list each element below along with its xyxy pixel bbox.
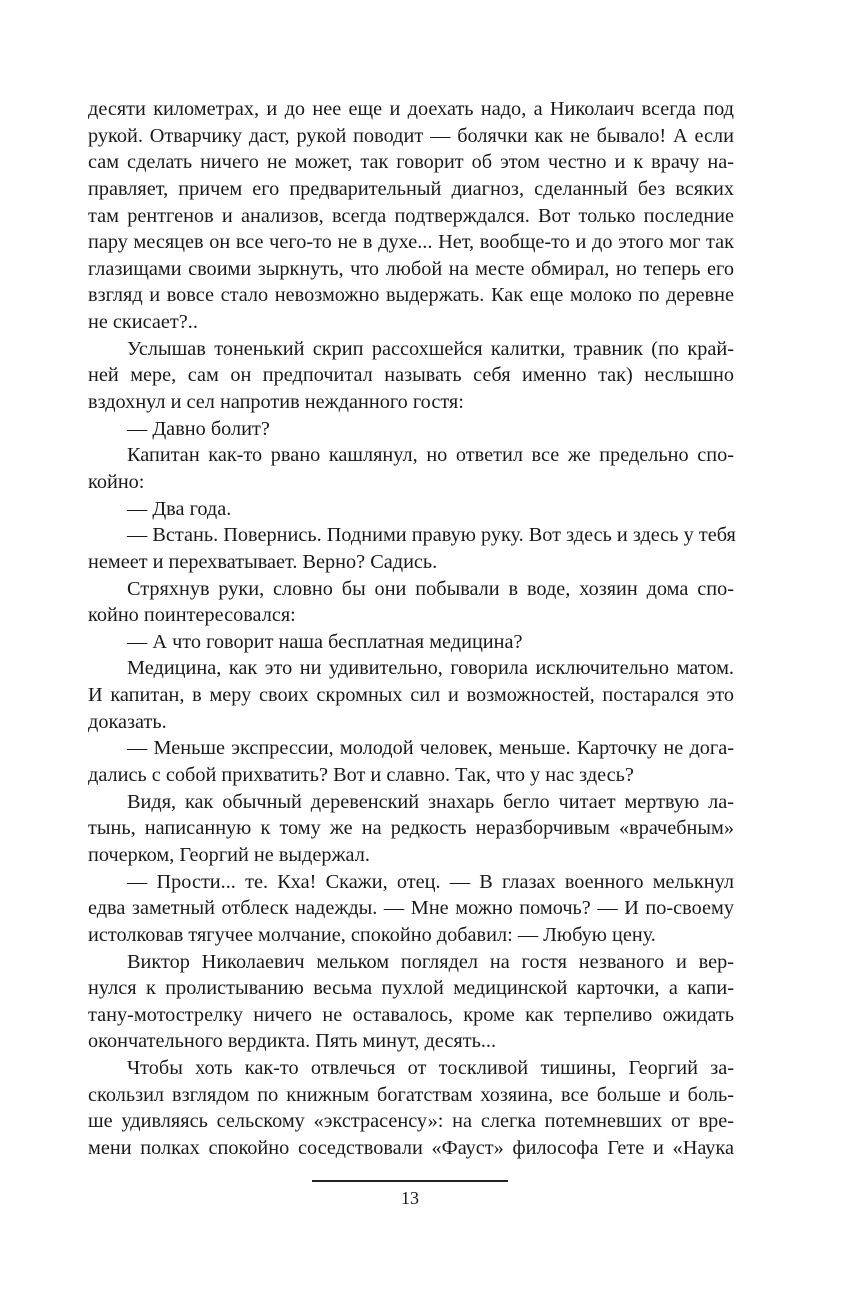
footer-rule [312, 1180, 508, 1182]
text-line: нулся к пролистыванию весьма пухлой медицинской карточки, а капи- [88, 977, 734, 1000]
text-line: сам сделать ничего не может, так говорит об этом честно и к врачу на- [88, 151, 734, 174]
text-line: рукой. Отварчику даст, рукой поводит — болячки как не бывало! А если [88, 124, 734, 147]
text-line: доказать. [88, 710, 167, 733]
text-line: койно: [88, 470, 145, 493]
text-line: тану-мотострелку ничего не оставалось, кроме как терпеливо ожидать [88, 1003, 734, 1026]
text-line: Капитан как-то рвано кашлянул, но ответил все же предельно спо- [127, 444, 734, 467]
text-line: немеет и перехватывает. Верно? Садись. [88, 550, 438, 573]
text-line: Медицина, как это ни удивительно, говорила исключительно матом. [127, 657, 734, 680]
text-line: почерком, Георгий не выдержал. [88, 843, 370, 866]
text-line: — Два года. [127, 497, 232, 520]
text-line: ней мере, сам он предпочитал называть себя именно так) неслышно [88, 364, 734, 387]
text-line: — Давно болит? [127, 417, 270, 440]
text-line: Виктор Николаевич мельком поглядел на гостя незваного и вер- [127, 950, 734, 973]
text-line: дались с собой прихватить? Вот и славно. Так, что у нас здесь? [88, 764, 634, 787]
text-line: едва заметный отблеск надежды. — Мне можно помочь? — И по-своему [88, 897, 734, 920]
text-line: — А что говорит наша бесплатная медицина? [127, 630, 523, 653]
text-line: окончательного вердикта. Пять минут, десять... [88, 1030, 497, 1053]
text-line: — Встань. Повернись. Подними правую руку. Вот здесь и здесь у тебя [127, 524, 736, 547]
text-line: истолковав тягучее молчание, спокойно добавил: — Любую цену. [88, 923, 656, 946]
page-number: 13 [401, 1188, 419, 1208]
text-line: — Меньше экспрессии, молодой человек, меньше. Карточку не дога- [127, 737, 734, 760]
body-text [88, 96, 734, 1162]
text-line: там рентгенов и анализов, всегда подтверждался. Вот только последние [88, 204, 734, 227]
text-line: — Прости... те. Кха! Скажи, отец. — В глазах военного мелькнул [127, 870, 734, 893]
text-line: койно поинтересовался: [88, 604, 296, 627]
text-line: вздохнул и сел напротив нежданного гостя: [88, 391, 464, 414]
text-line: мени полках спокойно соседствовали «Фауст» философа Гете и «Наука [88, 1136, 734, 1159]
text-line: ше удивляясь сельскому «экстрасенсу»: на слегка потемневших от вре- [88, 1110, 734, 1133]
text-line: Услышав тоненький скрип рассохшейся калитки, травник (по край- [127, 337, 734, 360]
text-line: скользил взглядом по книжным богатствам хозяина, все больше и боль- [88, 1083, 734, 1106]
text-line: Чтобы хоть как-то отвлечься от тоскливой тишины, Георгий за- [127, 1057, 734, 1080]
text-line: пару месяцев он все чего-то не в духе... Нет, вообще-то и до этого мог так [88, 231, 734, 254]
text-line: взгляд и вовсе стало невозможно выдержать. Как еще молоко по деревне [88, 284, 734, 307]
text-line: Стряхнув руки, словно бы они побывали в воде, хозяин дома спо- [127, 577, 734, 600]
text-line: правляет, причем его предварительный диагноз, сделанный без всяких [88, 177, 734, 200]
text-line: глазищами своими зыркнуть, что любой на месте обмирал, но теперь его [88, 257, 734, 280]
text-line: не скисает?.. [88, 311, 198, 334]
text-line: И капитан, в меру своих скромных сил и возможностей, постарался это [88, 684, 734, 707]
text-line: Видя, как обычный деревенский знахарь бегло читает мертвую ла- [127, 790, 734, 813]
text-line: десяти километрах, и до нее еще и доехать надо, а Николаич всегда под [88, 98, 734, 120]
text-line: тынь, написанную к тому же на редкость неразборчивым «врачебным» [88, 817, 734, 840]
